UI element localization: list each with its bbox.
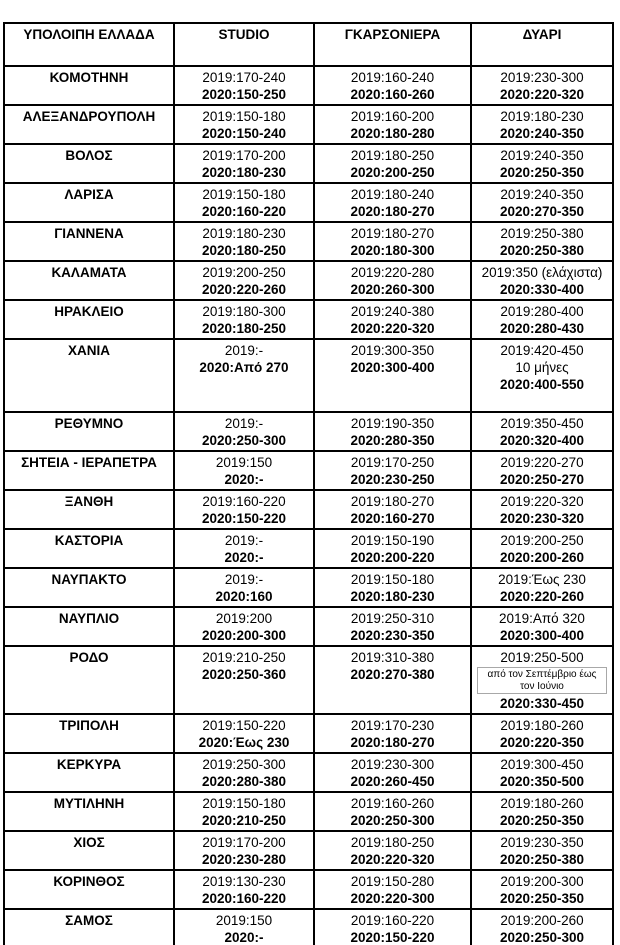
price-line: 2019:170-200 bbox=[202, 835, 286, 850]
price-line: 2020:320-400 bbox=[499, 433, 585, 448]
price-line: 2020:180-300 bbox=[350, 243, 435, 258]
price-line: 2020:- bbox=[224, 930, 264, 945]
price-cell bbox=[174, 607, 314, 646]
price-line: 2020:250-380 bbox=[499, 852, 585, 867]
price-line: 2019:180-260 bbox=[500, 718, 584, 733]
period-note-wrap bbox=[474, 666, 610, 695]
price-line: 2019:180-270 bbox=[350, 226, 435, 241]
city-cell: ΚΑΣΤΟΡΙΑ bbox=[4, 529, 174, 568]
price-cell bbox=[471, 300, 613, 339]
rent-price-table bbox=[3, 22, 614, 945]
price-cell bbox=[174, 339, 314, 412]
city-cell: ΓΙΑΝΝΕΝΑ bbox=[4, 222, 174, 261]
price-line: 2020:220-260 bbox=[499, 589, 585, 604]
price-cell bbox=[174, 646, 314, 714]
table-row bbox=[4, 222, 613, 261]
price-line: 2019:150-180 bbox=[202, 109, 286, 124]
price-line: 2019:180-260 bbox=[500, 796, 584, 811]
price-cell bbox=[314, 66, 471, 105]
price-cell bbox=[314, 753, 471, 792]
price-cell bbox=[471, 831, 613, 870]
price-line: 2020:240-350 bbox=[499, 126, 585, 141]
city-cell: ΝΑΥΠΑΚΤΟ bbox=[4, 568, 174, 607]
table-row bbox=[4, 183, 613, 222]
price-line: 2019:240-380 bbox=[350, 304, 435, 319]
column-header: ΥΠΟΛΟΙΠΗ ΕΛΛΑΔΑ bbox=[4, 23, 174, 66]
price-line: 2019:350 (ελάχιστα) bbox=[481, 265, 603, 280]
price-line: 2020:180-250 bbox=[201, 243, 287, 258]
price-line: 2020:150-220 bbox=[350, 930, 435, 945]
price-cell bbox=[471, 607, 613, 646]
table-row bbox=[4, 568, 613, 607]
price-line: 2020:300-400 bbox=[350, 360, 435, 375]
price-cell bbox=[471, 753, 613, 792]
table-row bbox=[4, 261, 613, 300]
price-cell bbox=[314, 339, 471, 412]
price-cell bbox=[471, 909, 613, 945]
price-line: 2020:160-260 bbox=[350, 87, 435, 102]
price-line: 2020:- bbox=[224, 472, 264, 487]
price-line: 2020:180-250 bbox=[201, 321, 287, 336]
table-header-row bbox=[4, 23, 613, 66]
price-line: 2019:230-300 bbox=[500, 70, 584, 85]
price-line: 2019:- bbox=[224, 416, 264, 431]
city-cell: ΜΥΤΙΛΗΝΗ bbox=[4, 792, 174, 831]
price-line: 2019:150-180 bbox=[202, 187, 286, 202]
price-line: 2020:280-350 bbox=[350, 433, 435, 448]
price-line: 2020:330-400 bbox=[499, 282, 585, 297]
price-line: 2019:420-450 bbox=[500, 343, 584, 358]
price-line: 2019:180-270 bbox=[350, 494, 435, 509]
table-row bbox=[4, 831, 613, 870]
city-cell: ΚΟΡΙΝΘΟΣ bbox=[4, 870, 174, 909]
price-line: 2020:220-300 bbox=[350, 891, 435, 906]
city-cell: ΣΑΜΟΣ bbox=[4, 909, 174, 945]
price-line: 2019:280-400 bbox=[500, 304, 584, 319]
price-line: 2020:150-220 bbox=[201, 511, 287, 526]
city-cell: ΗΡΑΚΛΕΙΟ bbox=[4, 300, 174, 339]
price-line: 2019:160-200 bbox=[350, 109, 435, 124]
price-cell bbox=[471, 66, 613, 105]
price-line: 2020:260-300 bbox=[350, 282, 435, 297]
price-cell bbox=[471, 105, 613, 144]
price-line: 2020:270-350 bbox=[499, 204, 585, 219]
price-cell bbox=[174, 412, 314, 451]
price-line: 2019:200-250 bbox=[202, 265, 286, 280]
price-cell bbox=[314, 183, 471, 222]
price-line: 2020:180-270 bbox=[350, 735, 435, 750]
price-cell bbox=[471, 490, 613, 529]
city-cell: ΝΑΥΠΛΙΟ bbox=[4, 607, 174, 646]
price-cell bbox=[174, 144, 314, 183]
price-line: 2020:250-350 bbox=[499, 813, 585, 828]
price-line: 2020:160-220 bbox=[201, 891, 287, 906]
table-row bbox=[4, 144, 613, 183]
price-line: 2020:270-380 bbox=[350, 667, 435, 682]
price-cell bbox=[174, 753, 314, 792]
city-cell: ΚΟΜΟΤΗΝΗ bbox=[4, 66, 174, 105]
price-cell bbox=[174, 261, 314, 300]
price-cell bbox=[314, 412, 471, 451]
price-line: 2020:250-300 bbox=[201, 433, 287, 448]
price-cell bbox=[314, 568, 471, 607]
price-line: 2019:170-200 bbox=[202, 148, 286, 163]
city-cell: ΞΑΝΘΗ bbox=[4, 490, 174, 529]
price-line: 2019:200-300 bbox=[500, 874, 584, 889]
column-header: ΔΥΑΡΙ bbox=[471, 23, 613, 66]
price-line: 2020:230-350 bbox=[350, 628, 435, 643]
price-line: 2019:230-300 bbox=[350, 757, 435, 772]
price-line: 2019:240-350 bbox=[500, 187, 584, 202]
price-cell bbox=[471, 451, 613, 490]
price-cell bbox=[174, 222, 314, 261]
city-cell: ΡΟΔΟ bbox=[4, 646, 174, 714]
column-header: STUDIO bbox=[174, 23, 314, 66]
price-line: 2020:200-300 bbox=[201, 628, 287, 643]
price-line: 2019:220-280 bbox=[350, 265, 435, 280]
price-line: 2020:220-320 bbox=[350, 852, 435, 867]
price-line: 2020:200-220 bbox=[350, 550, 435, 565]
price-line: 2019:Έως 230 bbox=[498, 572, 586, 587]
price-line: 2020:400-550 bbox=[499, 377, 585, 392]
price-line: 2019:150 bbox=[215, 913, 273, 928]
price-line: 2020:150-240 bbox=[201, 126, 287, 141]
price-cell bbox=[471, 183, 613, 222]
price-line: 2019:200-250 bbox=[500, 533, 584, 548]
city-cell: ΤΡΙΠΟΛΗ bbox=[4, 714, 174, 753]
price-line: 2020:Έως 230 bbox=[198, 735, 290, 750]
price-line: 2019:240-350 bbox=[500, 148, 584, 163]
table-row bbox=[4, 753, 613, 792]
price-cell bbox=[314, 261, 471, 300]
price-line: 2019:310-380 bbox=[350, 650, 435, 665]
table-row bbox=[4, 646, 613, 714]
price-line: 2019:160-220 bbox=[202, 494, 286, 509]
price-line: 2020:210-250 bbox=[201, 813, 287, 828]
price-line: 2020:300-400 bbox=[499, 628, 585, 643]
price-line: 2020:150-250 bbox=[201, 87, 287, 102]
price-cell bbox=[314, 646, 471, 714]
price-line: 2019:190-350 bbox=[350, 416, 435, 431]
price-line: 2019:- bbox=[224, 533, 264, 548]
price-line: 2020:220-320 bbox=[350, 321, 435, 336]
price-cell bbox=[174, 714, 314, 753]
price-cell bbox=[471, 222, 613, 261]
price-line: 2019:180-300 bbox=[202, 304, 286, 319]
price-cell bbox=[471, 144, 613, 183]
price-cell bbox=[471, 792, 613, 831]
price-line: 2019:250-500 bbox=[500, 650, 584, 665]
price-line: 2020:230-250 bbox=[350, 472, 435, 487]
price-line: 2020:200-250 bbox=[350, 165, 435, 180]
price-cell bbox=[314, 792, 471, 831]
price-line: 2020:180-270 bbox=[350, 204, 435, 219]
price-line: 2020:180-280 bbox=[350, 126, 435, 141]
city-cell: ΒΟΛΟΣ bbox=[4, 144, 174, 183]
price-line: 2020:330-450 bbox=[499, 696, 585, 711]
price-line: 2019:250-380 bbox=[500, 226, 584, 241]
price-line: 2019:300-450 bbox=[500, 757, 584, 772]
price-line: 2020:250-300 bbox=[499, 930, 585, 945]
price-cell bbox=[174, 300, 314, 339]
table-row bbox=[4, 105, 613, 144]
price-cell bbox=[314, 144, 471, 183]
price-line: 2019:180-250 bbox=[350, 835, 435, 850]
city-cell: ΑΛΕΞΑΝΔΡΟΥΠΟΛΗ bbox=[4, 105, 174, 144]
price-line: 2019:150 bbox=[215, 455, 273, 470]
price-line: 2020:220-320 bbox=[499, 87, 585, 102]
city-cell: ΚΕΡΚΥΡΑ bbox=[4, 753, 174, 792]
table-row bbox=[4, 300, 613, 339]
table-row bbox=[4, 909, 613, 945]
price-line: 2019:220-270 bbox=[500, 455, 584, 470]
price-cell bbox=[314, 909, 471, 945]
price-cell bbox=[471, 714, 613, 753]
price-cell bbox=[314, 105, 471, 144]
price-cell bbox=[174, 529, 314, 568]
price-line: 2020:Από 270 bbox=[199, 360, 289, 375]
column-header: ΓΚΑΡΣΟΝΙΕΡΑ bbox=[314, 23, 471, 66]
price-line: 2019:- bbox=[224, 343, 264, 358]
price-cell bbox=[174, 909, 314, 945]
price-line: 2019:170-250 bbox=[350, 455, 435, 470]
table-row bbox=[4, 412, 613, 451]
price-cell bbox=[314, 714, 471, 753]
price-line: 2019:150-220 bbox=[202, 718, 286, 733]
price-line: 2019:130-230 bbox=[202, 874, 286, 889]
city-cell: ΛΑΡΙΣΑ bbox=[4, 183, 174, 222]
price-line: 2020:250-350 bbox=[499, 891, 585, 906]
city-cell: ΣΗΤΕΙΑ - ΙΕΡΑΠΕΤΡΑ bbox=[4, 451, 174, 490]
price-cell bbox=[314, 870, 471, 909]
price-line: 2019:300-350 bbox=[350, 343, 435, 358]
city-cell: ΧΙΟΣ bbox=[4, 831, 174, 870]
price-cell bbox=[174, 105, 314, 144]
table-row bbox=[4, 870, 613, 909]
price-line: 2019:160-240 bbox=[350, 70, 435, 85]
table-row bbox=[4, 490, 613, 529]
price-line: 2019:150-280 bbox=[350, 874, 435, 889]
price-line: 2020:- bbox=[224, 550, 264, 565]
price-line: 2020:230-320 bbox=[499, 511, 585, 526]
price-line: 2019:230-350 bbox=[500, 835, 584, 850]
price-cell bbox=[174, 66, 314, 105]
price-cell bbox=[314, 222, 471, 261]
price-cell bbox=[471, 568, 613, 607]
table-row bbox=[4, 66, 613, 105]
table-row bbox=[4, 607, 613, 646]
price-cell bbox=[471, 339, 613, 412]
table-row bbox=[4, 714, 613, 753]
table-body bbox=[4, 66, 613, 945]
price-line: 2019:160-220 bbox=[350, 913, 435, 928]
price-cell bbox=[174, 831, 314, 870]
price-line: 2019:350-450 bbox=[500, 416, 584, 431]
price-line: 2020:160-270 bbox=[350, 511, 435, 526]
price-line: 2019:200-260 bbox=[500, 913, 584, 928]
price-cell bbox=[174, 490, 314, 529]
table-head bbox=[4, 23, 613, 66]
price-cell bbox=[174, 183, 314, 222]
price-line: 2019:160-260 bbox=[350, 796, 435, 811]
price-line: 2019:180-230 bbox=[202, 226, 286, 241]
price-line: 2020:160 bbox=[215, 589, 273, 604]
price-line: 2019:150-180 bbox=[202, 796, 286, 811]
price-line: 2019:170-230 bbox=[350, 718, 435, 733]
city-cell: ΚΑΛΑΜΑΤΑ bbox=[4, 261, 174, 300]
price-line: 2019:Από 320 bbox=[499, 611, 585, 626]
table-row bbox=[4, 339, 613, 412]
price-line: 2020:250-270 bbox=[499, 472, 585, 487]
price-line: 2019:180-250 bbox=[350, 148, 435, 163]
price-cell bbox=[314, 831, 471, 870]
price-line: 2020:220-260 bbox=[201, 282, 287, 297]
price-line: 2019:200 bbox=[215, 611, 273, 626]
price-cell bbox=[314, 300, 471, 339]
table-row bbox=[4, 451, 613, 490]
price-cell bbox=[314, 607, 471, 646]
price-line: 2020:350-500 bbox=[499, 774, 585, 789]
price-line: 2019:220-320 bbox=[500, 494, 584, 509]
price-cell bbox=[174, 451, 314, 490]
price-line: 2020:250-300 bbox=[350, 813, 435, 828]
price-line: 2020:250-360 bbox=[201, 667, 287, 682]
price-cell bbox=[471, 870, 613, 909]
price-line: 2020:250-380 bbox=[499, 243, 585, 258]
price-line: 2020:180-230 bbox=[350, 589, 435, 604]
price-cell bbox=[174, 568, 314, 607]
price-line: 2019:210-250 bbox=[202, 650, 286, 665]
price-line: 2019:- bbox=[224, 572, 264, 587]
price-line: 2020:230-280 bbox=[201, 852, 287, 867]
price-line: 2019:250-310 bbox=[350, 611, 435, 626]
price-line: 2020:160-220 bbox=[201, 204, 287, 219]
price-cell bbox=[471, 646, 613, 714]
period-note: από τον Σεπτέμβριο έως τον Ιούνιο bbox=[477, 667, 607, 694]
price-line: 2020:280-430 bbox=[499, 321, 585, 336]
price-line: 2019:150-180 bbox=[350, 572, 435, 587]
price-cell bbox=[174, 870, 314, 909]
price-line: 2020:260-450 bbox=[350, 774, 435, 789]
price-cell bbox=[471, 529, 613, 568]
price-line: 2019:170-240 bbox=[202, 70, 286, 85]
price-line: 2020:280-380 bbox=[201, 774, 287, 789]
price-cell bbox=[314, 529, 471, 568]
price-line: 2020:200-260 bbox=[499, 550, 585, 565]
price-cell bbox=[471, 412, 613, 451]
table-row bbox=[4, 529, 613, 568]
price-line: 2019:180-230 bbox=[500, 109, 584, 124]
city-cell: ΧΑΝΙΑ bbox=[4, 339, 174, 412]
price-cell bbox=[471, 261, 613, 300]
price-line: 2019:150-190 bbox=[350, 533, 435, 548]
city-cell: ΡΕΘΥΜΝΟ bbox=[4, 412, 174, 451]
price-line: 2019:180-240 bbox=[350, 187, 435, 202]
price-cell bbox=[174, 792, 314, 831]
price-line: 2019:250-300 bbox=[202, 757, 286, 772]
price-line: 2020:250-350 bbox=[499, 165, 585, 180]
price-cell bbox=[314, 451, 471, 490]
table-row bbox=[4, 792, 613, 831]
price-cell bbox=[314, 490, 471, 529]
price-line: 2020:220-350 bbox=[499, 735, 585, 750]
price-line: 2020:180-230 bbox=[201, 165, 287, 180]
price-line: 10 μήνες bbox=[515, 360, 569, 375]
